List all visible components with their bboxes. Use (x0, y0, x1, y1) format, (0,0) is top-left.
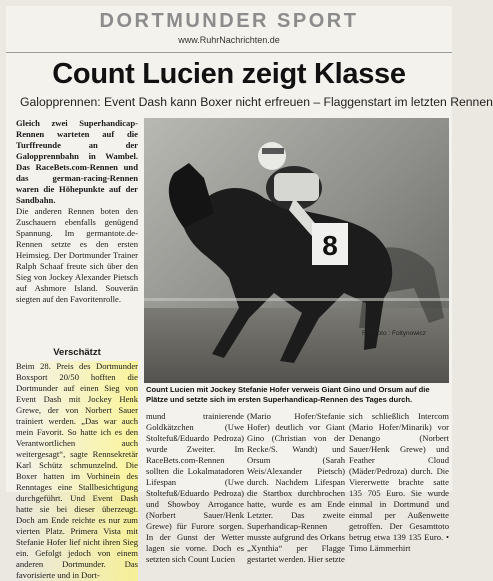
article-column-3 (247, 411, 345, 565)
race-photo (144, 118, 449, 383)
article-paragraph: sich schließlich Intercom (Mario Hofer/Minarik) vor Denango (Norbert Sauer/Henk Grewe) und Feather Cloud (Mäder/Pedroza) durch. Die Viererwette brachte satte 135 705 Euro. Sie wurde einmal in Dortmund und einmal per Außenwette getroffen. Der Gesamttoto betrug etwa 139 135 Euro. • Timo Lämmerhirt (349, 411, 449, 553)
photo-credit: RN-Foto : Foltynowicz (362, 330, 426, 337)
article-column-1 (16, 118, 138, 305)
article-column-1b (16, 343, 138, 581)
crosshead: Verschätzt (53, 347, 101, 358)
article-lead: Gleich zwei Superhandicap-Rennen warteten auf die Turffreunde an der Galopprennbahn in Wambel. Das RaceBets.com-Rennen und das german-racing-Rennen waren die Höhepunkte auf der Sandbahn. (16, 118, 138, 205)
article-paragraph: mund trainierende Goldkätzchen (Uwe Stoltefuß/Eduardo Pedroza) wurde Zweiter. Im RaceBets.com-Rennen sollten die Lokalmatadoren Lifespan (Uwe Stoltefuß/Eduardo Pedroza) und Showboy Arrogance (Norbert Sauer/Henk Grewe) für Furore sorgen. In der Gunst der Wetter lagen sie vorne. Doch es setzten sich Count Lucien (146, 411, 244, 564)
article-headline: Count Lucien zeigt Klasse (52, 58, 406, 90)
article-subheadline: Galopprennen: Event Dash kann Boxer nicht erfreuen – Flaggenstart im letzten Rennen (20, 95, 493, 109)
article-paragraph: (Mario Hofer/Stefanie Hofer) deutlich vor Giant Gino (Christian von der Recke/S. Wandt) und Orsum (Sarah Weis/Alexander Pietsch) durch. Nachdem Lifespan die Startbox durchbrochen hatte, wurde es am Ende Letzter. Das zweite Superhandicap-Rennen musste aufgrund des Orkans „Xynthia“ per Flagge gestartet werden. Hier setzte (247, 411, 345, 564)
saddle-cloth-number: 8 (322, 230, 338, 261)
masthead-url: www.RuhrNachrichten.de (178, 35, 280, 45)
photo-caption: Count Lucien mit Jockey Stefanie Hofer verweis Giant Gino und Orsum auf die Plätze und setzte sich im ersten Superhandicap-Rennen des Tages durch. (146, 385, 430, 404)
article-paragraph: Die anderen Rennen boten den Zuschauern ebenfalls genügend Spannung. Im germantote.de-Rennen setzte es den ersten Heimsieg. Der Dortmunder Trainer Ralph Schaaf freute sich über den Sieg von Jockey Alexander Pietsch auf Ashmore Island. Souverän siegten auf den Favoritenrolle. (16, 206, 138, 304)
article-column-2 (146, 411, 244, 565)
masthead (6, 6, 452, 53)
horse-racing-photo (144, 118, 449, 383)
article-column-4 (349, 411, 449, 554)
article-paragraph: Beim 28. Preis des Dortmunder Boxsport 20/50 hofften die Dortmunder auf einen Sieg von Event Dash mit Jockey Henk Grewe, der von Norbert Sauer trainiert werden. „Das war auch mein Favorit. So hatte ich es den Verantwortlichen auch weitergesagt“, sagte Rennsekretär Karl Schütz schmunzelnd. Die Boxer hatten im Vorhinein des Renntages eine Stallbesichtigung durchgeführt. Und Event Dash hatte sie bei dieser überzeugt. Doch am Ende reichte es nur zum vierten Platz. Primera Vista mit Stefanie Hofer lief nicht ihren Sieg ein. Gefolgt jedoch von einem anderen Dortmunder. Das favorisierte und in Dort- (16, 361, 138, 580)
newspaper-page (6, 6, 493, 580)
section-title: DORTMUNDER SPORT (99, 10, 359, 32)
